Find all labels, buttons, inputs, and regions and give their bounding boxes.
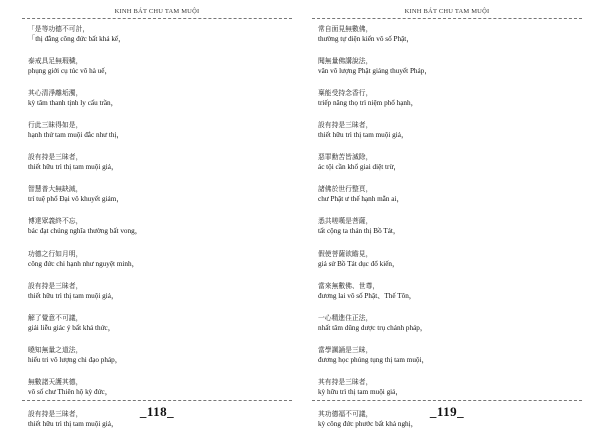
verse <box>318 249 578 269</box>
verse-viet: văn vô lượng Phật giảng thuyết Pháp， <box>318 67 432 75</box>
verse <box>318 281 578 301</box>
right-verse-list <box>318 24 578 441</box>
verse-han: 其功德福不可議， <box>318 410 373 419</box>
left-verse-list <box>28 24 288 441</box>
verse-viet: giả sử Bồ Tát dục đổ kiến， <box>318 259 400 268</box>
verse <box>318 56 578 76</box>
verse <box>28 24 288 44</box>
verse-han: 設有持是三昧者， <box>28 281 83 290</box>
verse <box>28 345 288 365</box>
verse-han: 設有持是三昧者， <box>318 121 373 130</box>
verse <box>28 313 288 333</box>
verse-viet: phụng giới cụ túc vô hà uế， <box>28 67 112 75</box>
verse-han: 智慧普大無缺減， <box>28 185 83 194</box>
verse-viet: bác đạt chúng nghĩa thường bất vong， <box>28 227 142 236</box>
right-footer-rule <box>312 400 582 401</box>
verse-han: 其心清淨離垢濁， <box>28 89 83 98</box>
verse-viet: giải liễu giác ý bất khả thức， <box>28 323 115 332</box>
verse <box>28 216 288 236</box>
verse-han: 泰戒具足無瑕穢， <box>28 57 83 65</box>
right-header-rule <box>312 18 582 19</box>
verse <box>28 56 288 76</box>
right-page <box>312 0 582 429</box>
verse-viet: hạnh thử tam muội đắc như thị， <box>28 131 124 140</box>
left-page <box>22 0 292 429</box>
verse-han: 曉知無量之道法， <box>28 345 83 354</box>
verse <box>318 152 578 172</box>
verse-viet: thường tự diện kiến vô số Phật， <box>318 35 414 43</box>
left-header-rule <box>22 18 292 19</box>
verse-viet: vô số chư Thiên hộ kỳ đức， <box>28 387 112 396</box>
verse <box>318 184 578 204</box>
verse-viet: 「thị đẳng công đức bất khả kế， <box>28 35 126 43</box>
verse-viet: kỳ công đức phước bất khả nghị， <box>318 420 418 429</box>
verse-han: 功德之行如月明， <box>28 249 83 258</box>
verse <box>318 120 578 140</box>
verse-viet: triếp năng thọ trì niệm phổ hạnh， <box>318 99 418 108</box>
verse <box>28 88 288 108</box>
verse-viet: kỳ tâm thanh tịnh ly cấu trần， <box>28 99 118 108</box>
verse-viet: hiểu tri vô lượng chi đạo pháp， <box>28 355 122 364</box>
verse-viet: thiết hữu trì thị tam muội giả， <box>318 131 409 140</box>
verse <box>318 216 578 236</box>
verse <box>28 184 288 204</box>
verse-viet: đương học phúng tụng thị tam muội， <box>318 355 429 364</box>
verse-viet: nhất tâm dũng dược trụ chánh pháp， <box>318 323 428 332</box>
verse <box>28 281 288 301</box>
verse-han: 其有持是三昧者， <box>318 377 373 386</box>
verse-han: 悉共嗟嘆是菩薩， <box>318 217 373 226</box>
verse <box>28 377 288 397</box>
verse-han: 常自面見無數佛， <box>318 25 373 33</box>
verse-han: 聞無量佛講說法， <box>318 57 373 65</box>
verse <box>28 249 288 269</box>
verse-viet: chư Phật ư thế hạnh mẫn ai， <box>318 195 404 204</box>
verse-han: 博達眾義終不忘， <box>28 217 83 226</box>
verse-han: 行此三昧得如是， <box>28 121 83 130</box>
verse-han: 惡罪勳苦皆滅除， <box>318 153 373 162</box>
right-page-number: _119_ <box>429 404 465 419</box>
verse-viet: ác tội cần khổ giai diệt trừ， <box>318 163 401 172</box>
verse-viet: công đức chi hạnh như nguyệt minh， <box>28 259 139 268</box>
verse <box>318 88 578 108</box>
verse <box>28 152 288 172</box>
verse <box>318 313 578 333</box>
verse <box>318 24 578 44</box>
verse-han: 當學諷誦是三昧， <box>318 345 373 354</box>
left-page-header: KINH BÁT CHU TAM MUỘI <box>114 8 200 15</box>
verse-viet: kỳ hữu trì thị tam muội giả， <box>318 387 403 396</box>
verse-viet: thiết hữu trì thị tam muội giả， <box>28 420 119 429</box>
verse-han: 設有持是三昧者， <box>28 410 83 419</box>
verse-han: 當來無數佛、世尊， <box>318 281 380 290</box>
verse-viet: thiết hữu trì thị tam muội giả， <box>28 163 119 172</box>
verse-han: 設有持是三昧者， <box>28 153 83 162</box>
right-page-header: KINH BÁT CHU TAM MUỘI <box>404 8 490 15</box>
verse-han: 無數諸天護其德， <box>28 377 83 386</box>
left-page-number: _118_ <box>139 404 175 419</box>
verse-viet: tất cộng ta thán thị Bồ Tát， <box>318 227 401 236</box>
verse <box>318 377 578 397</box>
verse-han: 一心精進住正法， <box>318 313 373 322</box>
verse-han: 稟能受持念香行， <box>318 89 373 98</box>
verse-viet: đương lai vô số Phật、Thế Tôn， <box>318 291 416 300</box>
verse-viet: thiết hữu trì thị tam muội giả， <box>28 291 119 300</box>
verse-han: 「是等功德不可計， <box>28 25 90 33</box>
verse <box>28 120 288 140</box>
left-footer-rule <box>22 400 292 401</box>
verse-han: 諸佛於世行整頁， <box>318 185 373 194</box>
verse-han: 解了覺意不可議， <box>28 313 83 322</box>
verse-viet: trí tuệ phổ Đại vô khuyết giảm， <box>28 195 124 204</box>
verse-han: 假使菩薩欲瞻見， <box>318 249 373 258</box>
verse <box>318 345 578 365</box>
